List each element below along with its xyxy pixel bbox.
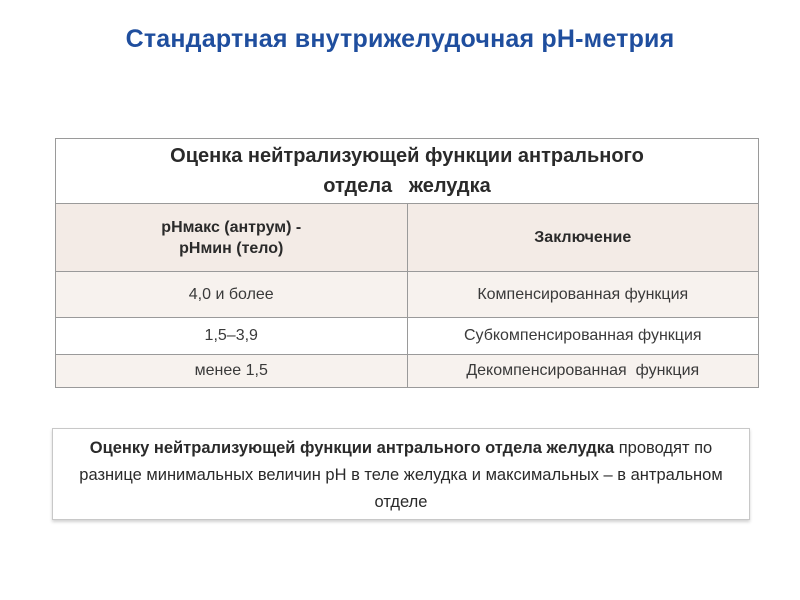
table-title-line-2: отдела желудка [323, 175, 491, 197]
table-row [56, 272, 759, 318]
conclusion-cell: Декомпенсированная функция [407, 355, 759, 388]
header-cell-conclusion: Заключение [407, 204, 759, 272]
table-row [56, 355, 759, 388]
note-box [52, 428, 750, 520]
header-cell-ph-difference [56, 204, 408, 272]
table-title-cell [56, 139, 759, 204]
table-title-row [56, 139, 759, 204]
table-row [56, 318, 759, 355]
range-cell: 4,0 и более [56, 272, 408, 318]
note-regular-text: проводят по разнице минимальных величин pH в теле желудка и максимальных – в антральном отделе [79, 439, 723, 511]
slide-title: Стандартная внутрижелудочная pH-метрия [125, 25, 675, 53]
table-header-row [56, 204, 759, 272]
table-title-line-1: Оценка нейтрализующей функции антрального [170, 145, 644, 167]
header-ph-line-2: pHмин (тело) [179, 239, 284, 257]
header-ph-line-1: pHмакс (антрум) - [161, 218, 302, 236]
evaluation-table [55, 138, 759, 388]
note-bold-text: Оценку нейтрализующей функции антрального отдела желудка [89, 439, 615, 457]
conclusion-cell: Компенсированная функция [407, 272, 759, 318]
range-cell: 1,5–3,9 [56, 318, 408, 355]
range-cell: менее 1,5 [56, 355, 408, 388]
conclusion-cell: Субкомпенсированная функция [407, 318, 759, 355]
